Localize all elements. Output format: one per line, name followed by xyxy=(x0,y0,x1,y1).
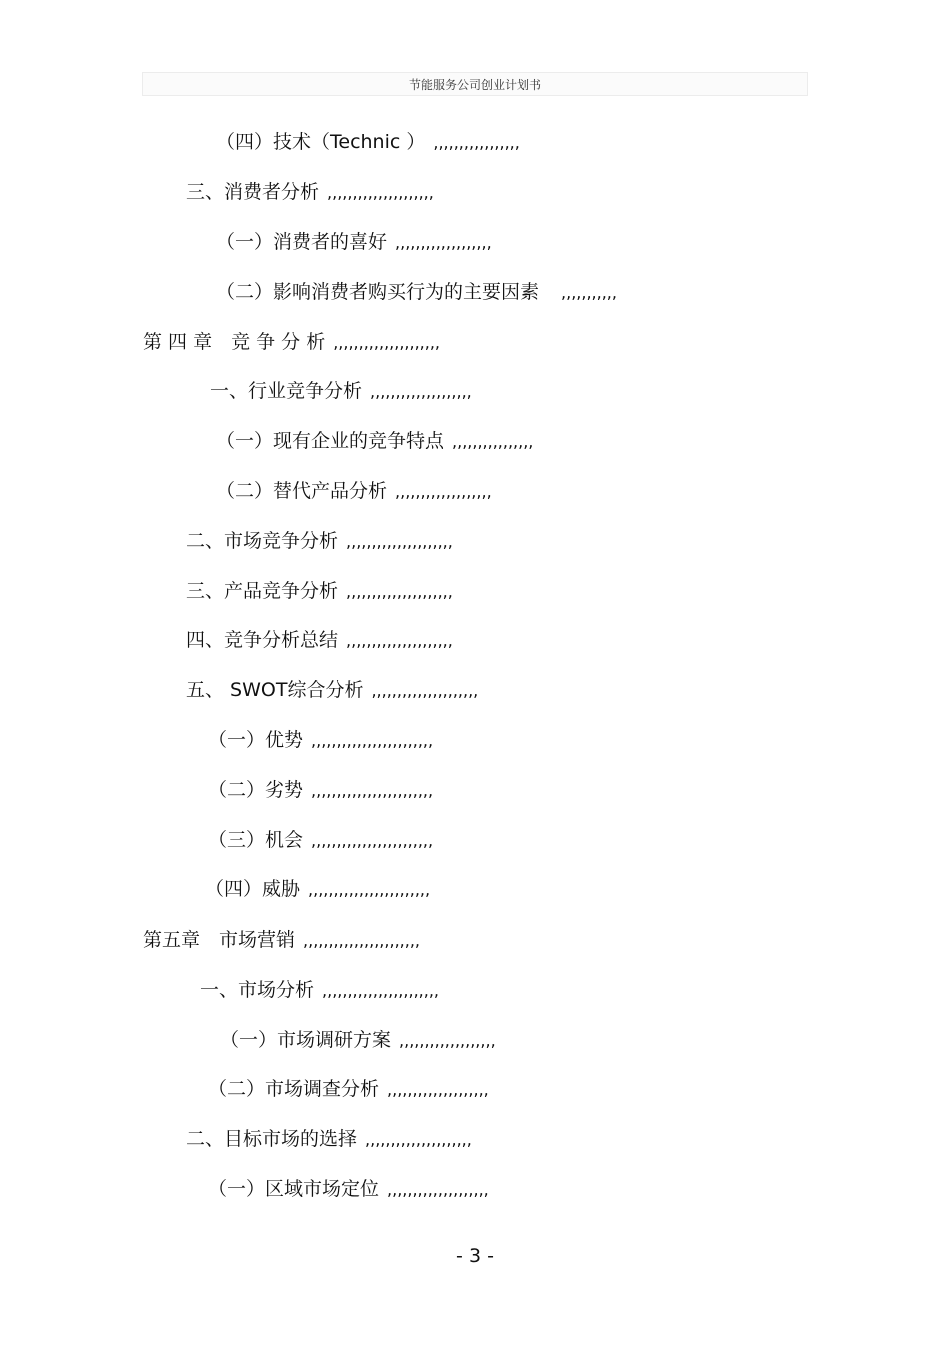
toc-entry-text: 五、 SWOT综合分析 xyxy=(186,679,364,701)
toc-entry-text: 一、市场分析 xyxy=(200,979,315,1001)
toc-entry[interactable] xyxy=(200,978,439,1002)
toc-entry[interactable] xyxy=(208,1177,489,1201)
toc-leader-dots: ,,,,,,,,,,,,,,,,,,, xyxy=(395,233,492,252)
toc-entry-text: 四、竞争分析总结 xyxy=(186,629,339,651)
toc-leader-dots: ,,,,,,,,,,,,,,,,,,,,,,,, xyxy=(311,781,434,800)
toc-leader-dots: ,,,,,,,,,,,,,,,,,,,,,,,, xyxy=(311,831,434,850)
toc-entry-text: （二）替代产品分析 xyxy=(216,480,388,502)
toc-entry-text: （二）影响消费者购买行为的主要因素 xyxy=(216,281,540,303)
toc-leader-dots: ,,,,,,,,,,,,,,,,,,,,,,, xyxy=(303,931,420,950)
toc-entry-text: （一）优势 xyxy=(208,729,304,751)
toc-entry-text: 三、产品竞争分析 xyxy=(186,580,339,602)
toc-entry[interactable] xyxy=(186,579,453,603)
toc-leader-dots: ,,,,,,,,,,,,,,,,,,,,,,, xyxy=(322,981,439,1000)
page-header xyxy=(142,72,808,96)
toc-entry[interactable] xyxy=(186,180,434,204)
toc-entry-text: 第五章 市场营销 xyxy=(143,929,296,951)
toc-leader-dots: ,,,,,,,,,,,,,,,,,,,,, xyxy=(346,582,453,601)
toc-entry[interactable] xyxy=(216,130,520,154)
toc-entry[interactable] xyxy=(216,280,617,304)
toc-entry[interactable] xyxy=(208,778,433,802)
toc-leader-dots: ,,,,,,,,,,,,,,,,, xyxy=(433,133,520,152)
toc-leader-dots: ,,,,,,,,,,,,,,,,,,,,,,,, xyxy=(308,880,431,899)
toc-entry-text: （一）区域市场定位 xyxy=(208,1178,380,1200)
toc-leader-dots: ,,,,,,,,,,,,,,,,,,,, xyxy=(387,1080,489,1099)
toc-entry[interactable] xyxy=(208,1077,489,1101)
toc-entry-text: 第 四 章 竞 争 分 析 xyxy=(143,331,326,353)
toc-leader-dots: ,,,,,,,,,,,,,,,,,,,,,,,, xyxy=(311,731,434,750)
toc-chapter-entry[interactable] xyxy=(143,928,420,952)
toc-entry[interactable] xyxy=(186,628,453,652)
toc-entry[interactable] xyxy=(220,1028,496,1052)
toc-leader-dots: ,,,,,,,,,,,,,,,,,,, xyxy=(399,1031,496,1050)
toc-entry-text: （一）消费者的喜好 xyxy=(216,231,388,253)
header-title: 节能服务公司创业计划书 xyxy=(408,78,541,92)
toc-entry[interactable] xyxy=(186,529,453,553)
toc-leader-dots: ,,,,,,,,,,,,,,,,,,, xyxy=(395,482,492,501)
toc-entry[interactable] xyxy=(216,429,533,453)
toc-leader-dots: ,,,,,,,,,,,,,,,,,,,,, xyxy=(333,333,441,352)
toc-leader-dots: ,,,,,,,,,,,,,,,,,,,, xyxy=(370,382,472,401)
toc-entry[interactable] xyxy=(205,877,430,901)
toc-entry[interactable] xyxy=(216,479,492,503)
toc-chapter-entry[interactable] xyxy=(143,330,440,354)
toc-entry-text: （二）市场调查分析 xyxy=(208,1078,380,1100)
toc-entry[interactable] xyxy=(216,230,492,254)
toc-leader-dots: ,,,,,,,,,,,,,,,,,,,,, xyxy=(327,183,434,202)
toc-entry[interactable] xyxy=(210,379,472,403)
toc-leader-dots: ,,,,,,,,,,,,,,,,,,,, xyxy=(387,1180,489,1199)
toc-leader-dots: ,,,,,,,,,,,,,,,,,,,,, xyxy=(346,532,453,551)
toc-entry-text: （一）现有企业的竞争特点 xyxy=(216,430,445,452)
toc-leader-dots: ,,,,,,,,,,,,,,,,,,,,, xyxy=(371,681,479,700)
toc-leader-dots: ,,,,,,,,,,,,,,,,,,,,, xyxy=(346,631,453,650)
page-number: - 3 - xyxy=(456,1245,494,1267)
toc-leader-dots: ,,,,,,,,,,,,,,,,,,,,, xyxy=(365,1130,472,1149)
toc-leader-dots: ,,,,,,,,,,,,,,,, xyxy=(452,432,534,451)
toc-entry-text: （一）市场调研方案 xyxy=(220,1029,392,1051)
toc-entry-text: （三）机会 xyxy=(208,829,304,851)
toc-entry[interactable] xyxy=(208,728,433,752)
toc-leader-dots: ,,,,,,,,,,, xyxy=(561,283,617,302)
toc-entry[interactable] xyxy=(208,828,433,852)
toc-entry[interactable] xyxy=(186,1127,472,1151)
toc-entry-text: （四）技术（Technic ） xyxy=(216,131,426,153)
toc-entry-text: （二）劣势 xyxy=(208,779,304,801)
toc-entry-text: 二、市场竞争分析 xyxy=(186,530,339,552)
toc-entry-text: （四）威胁 xyxy=(205,878,301,900)
toc-entry-text: 二、目标市场的选择 xyxy=(186,1128,358,1150)
toc-entry-text: 三、消费者分析 xyxy=(186,181,320,203)
toc-entry[interactable] xyxy=(186,678,478,702)
toc-entry-text: 一、行业竞争分析 xyxy=(210,380,363,402)
